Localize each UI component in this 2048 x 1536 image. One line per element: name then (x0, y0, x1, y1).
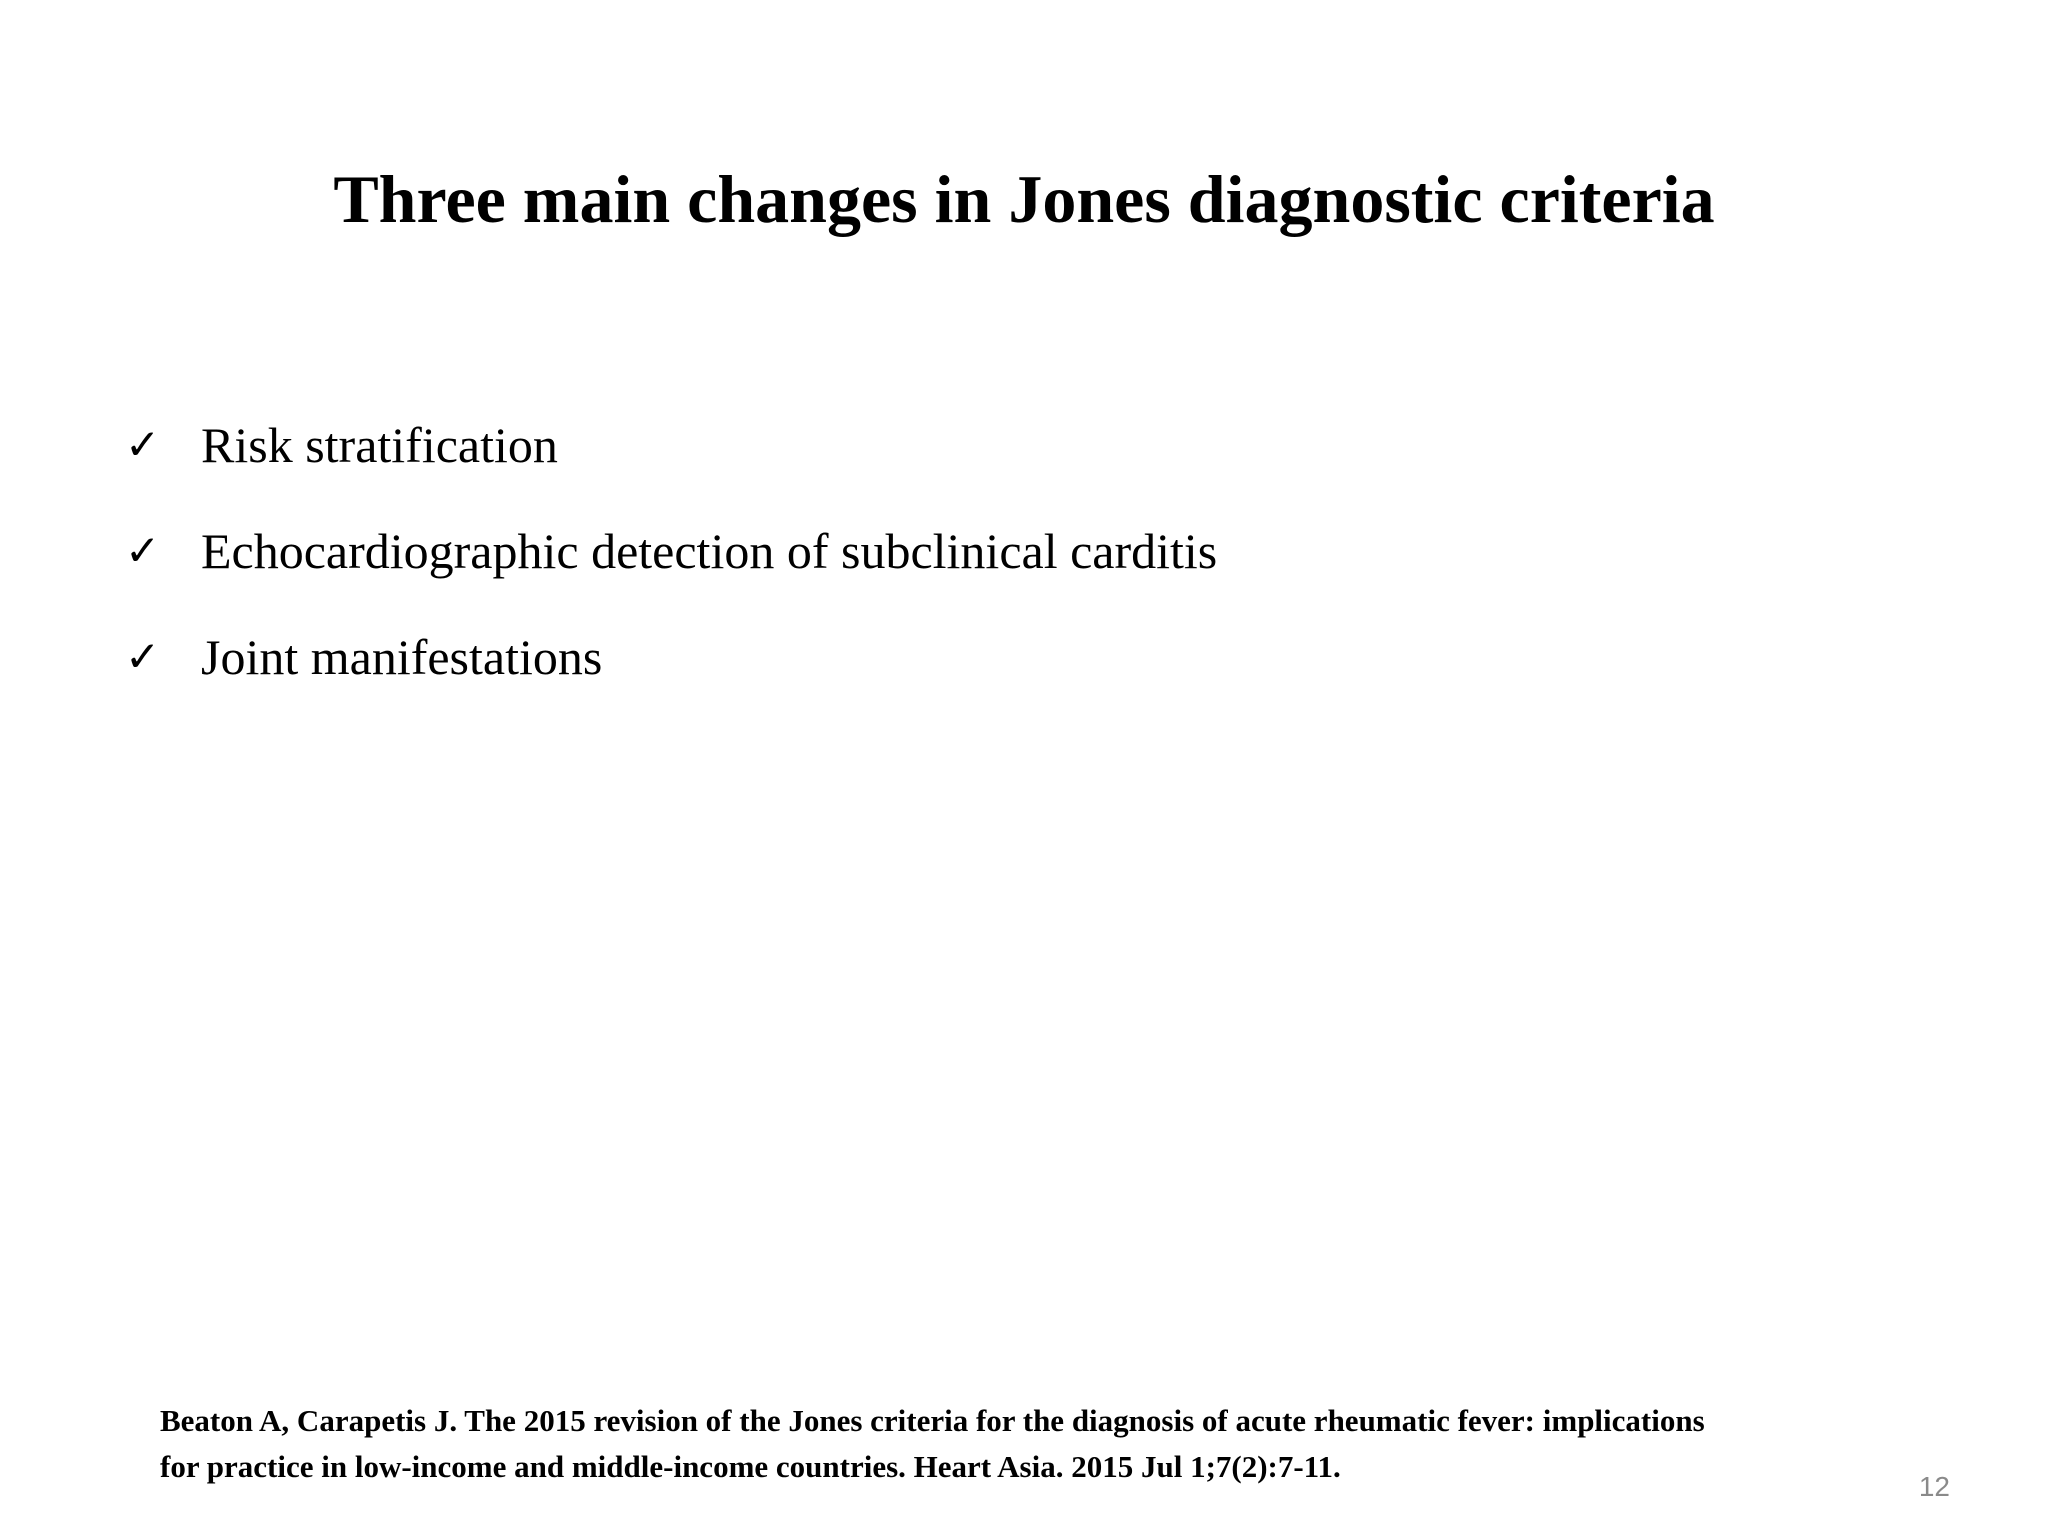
bullet-list (125, 392, 1217, 710)
list-item (125, 604, 1217, 710)
bullet-text-echocardiographic-detection: Echocardiographic detection of subclinical carditis (201, 523, 1218, 579)
citation-reference (160, 1398, 1920, 1490)
bullet-text-joint-manifestations: Joint manifestations (201, 629, 603, 685)
checkmark-icon: ✓ (125, 420, 161, 469)
page-number: 12 (1918, 1471, 1950, 1502)
list-item (125, 392, 1217, 498)
checkmark-icon: ✓ (125, 526, 161, 575)
citation-line-2: for practice in low-income and middle-income countries. Heart Asia. 2015 Jul 1;7(2):7-11. (160, 1449, 1341, 1484)
bullet-text-risk-stratification: Risk stratification (201, 417, 558, 473)
checkmark-icon: ✓ (125, 632, 161, 681)
citation-line-1: Beaton A, Carapetis J. The 2015 revision of the Jones criteria for the diagnosis of acute rheumatic fever: implications (160, 1403, 1705, 1438)
list-item (125, 498, 1217, 604)
slide-title: Three main changes in Jones diagnostic criteria (333, 161, 1715, 237)
